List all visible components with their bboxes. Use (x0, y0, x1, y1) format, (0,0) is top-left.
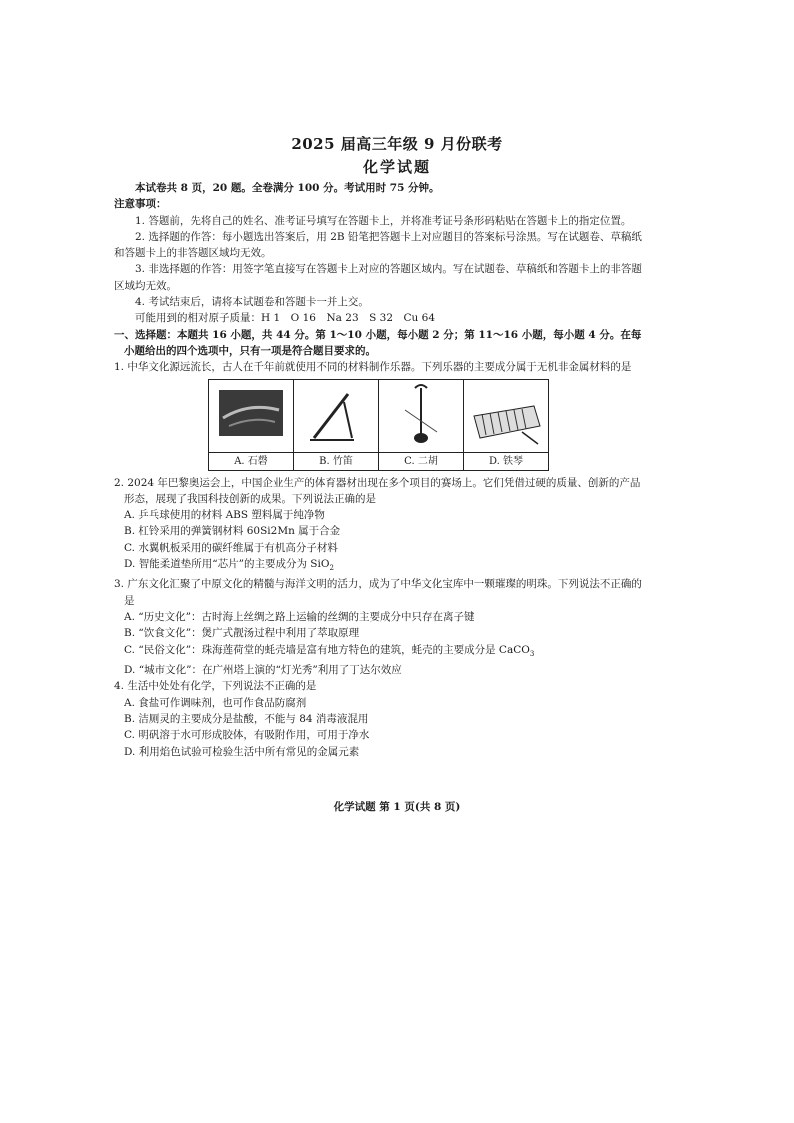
subscript: 3 (529, 649, 535, 658)
notice-heading: 注意事项： (114, 198, 167, 211)
option-label: C. 二胡 (379, 452, 463, 470)
option-cell-d (464, 379, 549, 470)
question-1-stem: 1. 中华文化源远流长，古人在千年前就使用不同的材料制作乐器。下列乐器的主要成分属于无机非金属材料的是 (114, 361, 632, 374)
option-label: D. 铁琴 (464, 452, 548, 470)
option-cell-a (209, 379, 294, 470)
question-3-option-d: D. “城市文化”：在广州塔上演的“灯光秀”利用了丁达尔效应 (124, 664, 402, 677)
question-4-option-d: D. 利用焰色试验可检验生活中所有常见的金属元素 (124, 745, 360, 758)
notice-item: 1. 答题前，先将自己的姓名、准考证号填写在答题卡上，并将准考证号条形码粘贴在答题卡上的指定位置。 (135, 214, 632, 227)
subscript: 2 (329, 564, 334, 573)
atomic-masses: 可能用到的相对原子质量：H 1 O 16 Na 23 S 32 Cu 64 (135, 312, 436, 325)
question-2-stem: 2. 2024 年巴黎奥运会上，中国企业生产的体育器材出现在多个项目的赛场上。它们凭借过硬的质量、创新的产品形态，展现了我国科技创新的成果。下列说法正确的是 (114, 476, 641, 505)
question-2-option-a: A. 乒乓球使用的材料 ABS 塑料属于纯净物 (124, 509, 325, 522)
stone-chime-icon (209, 380, 293, 452)
option-text: C. “民俗文化”：珠海莲荷堂的蚝壳墙是富有地方特色的建筑，蚝壳的主要成分是 CaCO (124, 643, 530, 656)
option-cell-b (294, 379, 379, 470)
bamboo-flute-icon (294, 380, 378, 452)
erhu-icon (379, 380, 463, 452)
notice-item: 4. 考试结束后，请将本试题卷和答题卡一并上交。 (135, 296, 369, 309)
exam-subtitle: 化学试题 (362, 158, 431, 176)
intro-line: 本试卷共 8 页，20 题。全卷满分 100 分。考试用时 75 分钟。 (135, 182, 440, 194)
option-cell-c (379, 379, 464, 470)
option-label: B. 竹笛 (294, 452, 378, 470)
question-3-option-c (114, 642, 644, 662)
stone-chime-image (209, 380, 293, 452)
option-text: D. 智能柔道垫所用“芯片”的主要成分为 SiO (124, 558, 330, 571)
question-4-option-a: A. 食盐可作调味剂，也可作食品防腐剂 (124, 696, 307, 709)
section-heading: 一、选择题：本题共 16 小题，共 44 分。第 1～10 小题，每小题 2 分；第 11～16 小题，每小题 4 分。在每小题给出的四个选项中，只有一项是符合题目要求的。 (114, 328, 642, 357)
question-2-option-b: B. 杠铃采用的弹簧钢材料 60Si2Mn 属于合金 (124, 525, 341, 538)
question-4-option-b: B. 洁厕灵的主要成分是盐酸，不能与 84 消毒液混用 (124, 712, 369, 725)
glockenspiel-image (464, 380, 548, 452)
question-3-stem: 3. 广东文化汇聚了中原文化的精髓与海洋文明的活力，成为了中华文化宝库中一颗璀璨的明珠。下列说法不正确的是 (114, 578, 642, 607)
notice-item: 3. 非选择题的作答：用签字笔直接写在答题卡上对应的答题区域内。写在试题卷、草稿纸和答题卡上的非答题区域均无效。 (114, 263, 642, 292)
question-2-option-c: C. 水翼帆板采用的碳纤维属于有机高分子材料 (124, 541, 338, 554)
erhu-image (379, 380, 463, 452)
exam-content (114, 180, 644, 760)
option-label: A. 石磬 (209, 452, 293, 470)
question-3-option-b: B. “饮食文化”：煲广式靓汤过程中利用了萃取原理 (124, 627, 360, 640)
instrument-image-table (208, 379, 549, 471)
question-4-option-c: C. 明矾溶于水可形成胶体，有吸附作用，可用于净水 (124, 729, 370, 742)
glockenspiel-icon (464, 380, 548, 452)
question-2-option-d (114, 556, 644, 576)
notice-item: 2. 选择题的作答：每小题选出答案后，用 2B 铅笔把答题卡上对应题目的答案标号涂黑。写在试题卷、草稿纸和答题卡上的非答题区域均无效。 (114, 230, 642, 260)
bamboo-flute-image (294, 380, 378, 452)
page-footer: 化学试题 第 1 页(共 8 页) (333, 801, 461, 813)
question-4-stem: 4. 生活中处处有化学，下列说法不正确的是 (114, 680, 317, 693)
question-3-option-a: A. “历史文化”：古时海上丝绸之路上运输的丝绸的主要成分中只存在离子键 (124, 611, 475, 624)
exam-title: 2025 届高三年级 9 月份联考 (291, 135, 503, 153)
